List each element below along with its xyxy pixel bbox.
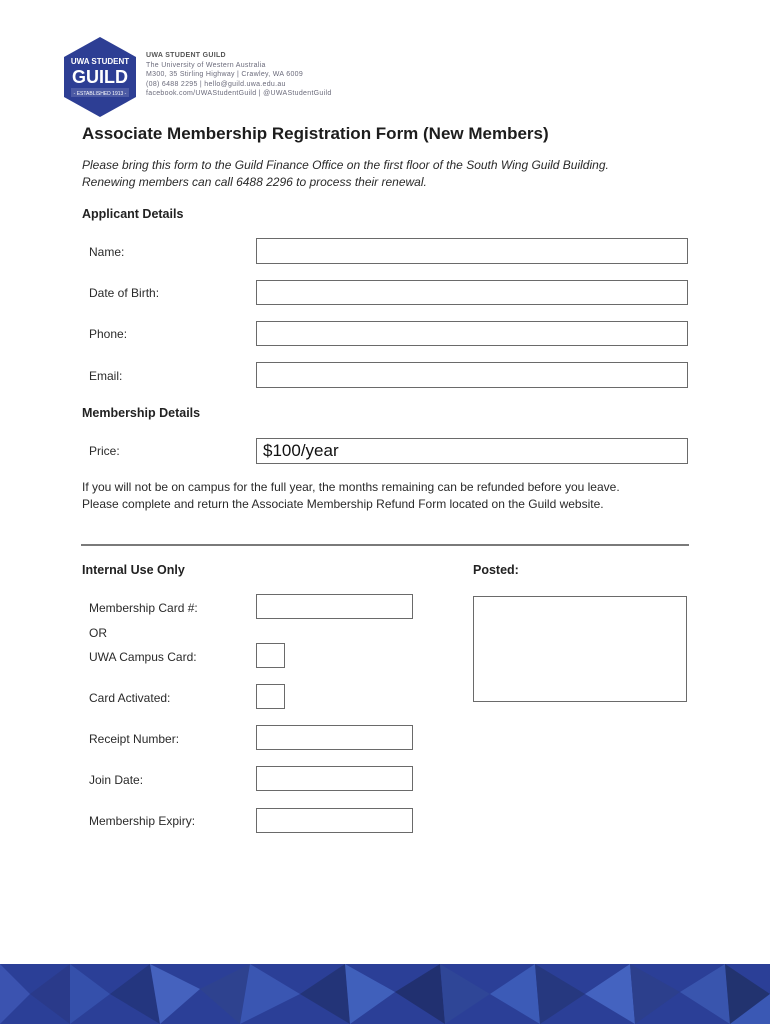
logo-line1: UWA STUDENT xyxy=(70,57,130,66)
membership-card-label: Membership Card #: xyxy=(89,601,198,615)
org-social: facebook.com/UWAStudentGuild | @UWAStudentGuild xyxy=(146,90,332,98)
join-date-field[interactable] xyxy=(256,766,413,791)
campus-card-label: UWA Campus Card: xyxy=(89,650,197,664)
org-university: The University of Western Australia xyxy=(146,61,266,69)
membership-expiry-field[interactable] xyxy=(256,808,413,833)
org-contact: (08) 6488 2295 | hello@guild.uwa.edu.au xyxy=(146,80,286,88)
date-of-birth-label: Date of Birth: xyxy=(89,286,160,300)
price-label: Price: xyxy=(89,444,120,458)
intro-line-1: Please bring this form to the Guild Finance Office on the first floor of the South Wing Guild Building. xyxy=(82,158,609,172)
posted-heading: Posted: xyxy=(473,563,519,577)
membership-expiry-label: Membership Expiry: xyxy=(89,814,196,828)
applicant-details-heading: Applicant Details xyxy=(82,207,184,221)
receipt-number-label: Receipt Number: xyxy=(89,732,180,746)
phone-label: Phone: xyxy=(89,327,128,341)
card-activated-label: Card Activated: xyxy=(89,691,171,705)
email-label: Email: xyxy=(89,369,123,383)
name-label: Name: xyxy=(89,245,125,259)
refund-note-line-2: Please complete and return the Associate Membership Refund Form located on the Guild website. xyxy=(82,496,604,511)
name-field[interactable] xyxy=(256,238,688,264)
refund-note xyxy=(82,479,620,512)
form-intro xyxy=(82,157,609,190)
org-address: M300, 35 Stirling Highway | Crawley, WA 6009 xyxy=(146,71,304,79)
card-activated-checkbox[interactable] xyxy=(256,684,285,709)
receipt-number-field[interactable] xyxy=(256,725,413,750)
intro-line-2: Renewing members can call 6488 2296 to process their renewal. xyxy=(82,174,427,189)
logo-line2: GUILD xyxy=(72,67,128,87)
phone-field[interactable] xyxy=(256,321,688,346)
org-name: UWA STUDENT GUILD xyxy=(146,52,226,59)
date-of-birth-field[interactable] xyxy=(256,280,688,305)
price-field[interactable]: $100/year xyxy=(256,438,688,464)
footer-pattern xyxy=(0,964,770,1024)
membership-details-heading: Membership Details xyxy=(82,406,201,420)
or-label: OR xyxy=(89,626,107,640)
uwa-student-guild-logo xyxy=(62,36,138,118)
form-title: Associate Membership Registration Form (New Members) xyxy=(82,124,549,143)
section-divider xyxy=(81,544,689,546)
refund-note-line-1: If you will not be on campus for the full year, the months remaining can be refunded before you leave. xyxy=(82,480,620,494)
email-field[interactable] xyxy=(256,362,688,388)
join-date-label: Join Date: xyxy=(89,773,144,787)
posted-stamp-box[interactable] xyxy=(473,596,687,702)
membership-card-field[interactable] xyxy=(256,594,413,619)
logo-line3: - ESTABLISHED 1913 - xyxy=(73,91,127,97)
campus-card-checkbox[interactable] xyxy=(256,643,285,668)
org-address-block xyxy=(146,51,332,99)
internal-use-heading: Internal Use Only xyxy=(82,563,185,577)
